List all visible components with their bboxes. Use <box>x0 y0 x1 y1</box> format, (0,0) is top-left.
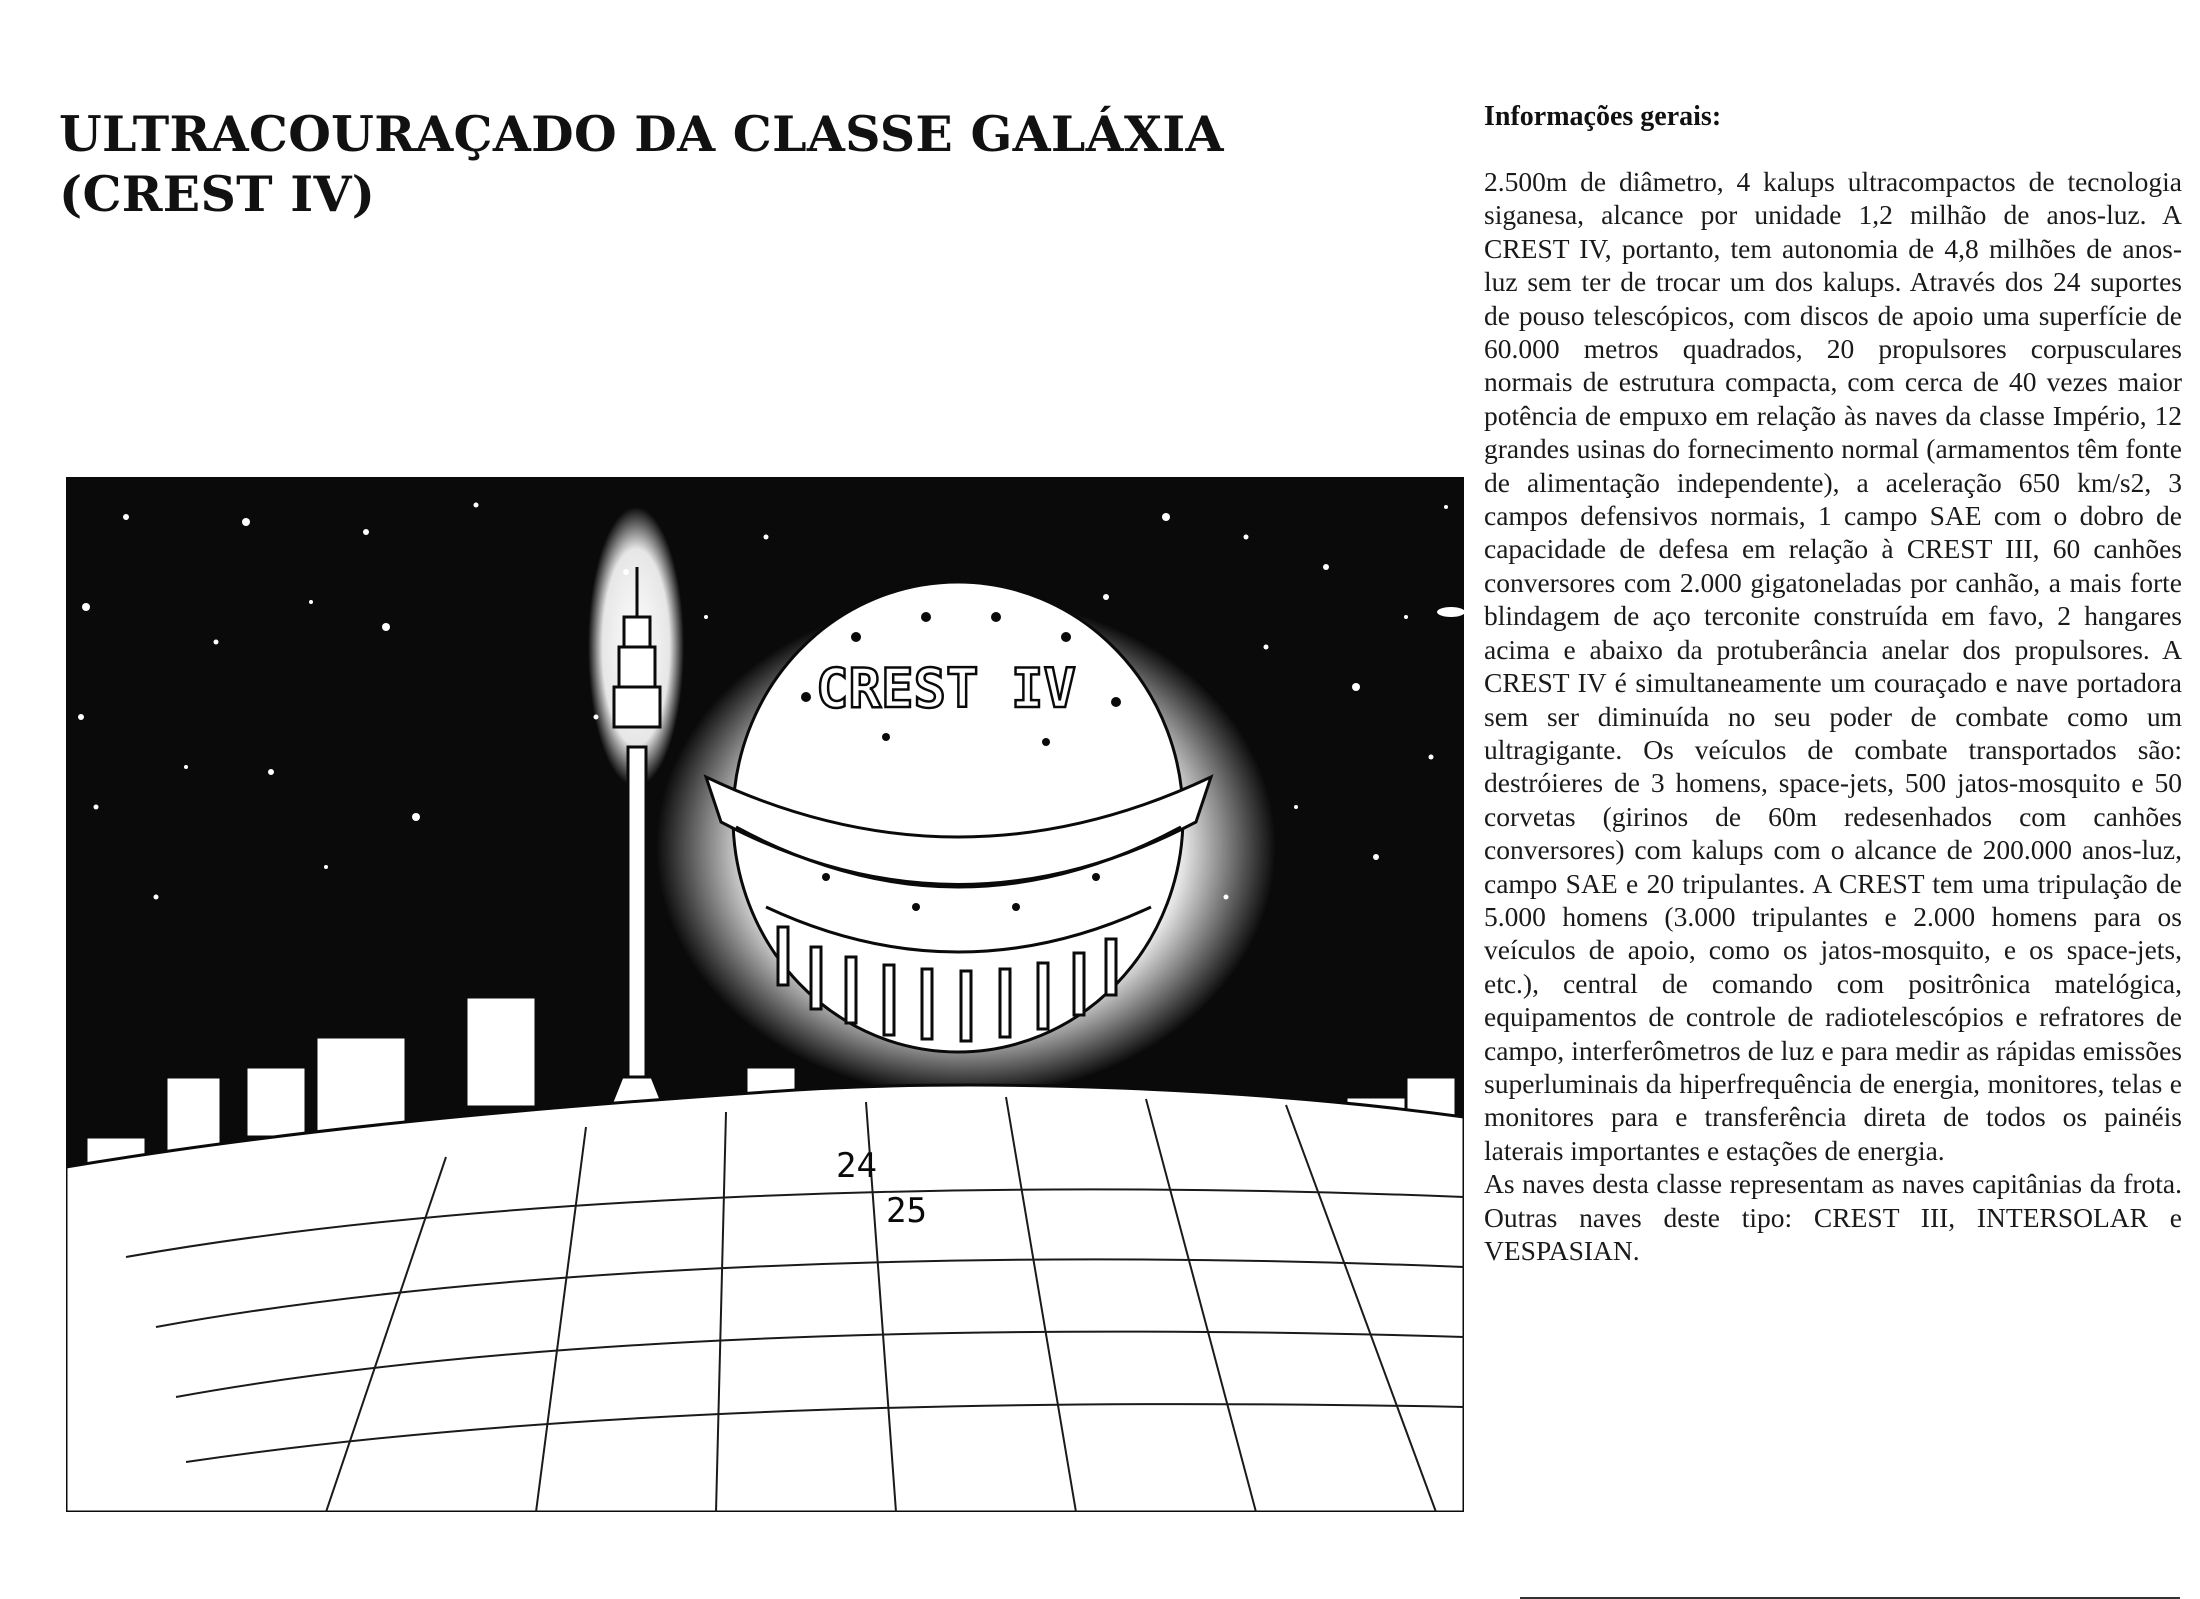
crest-iv-illustration <box>66 477 1464 1512</box>
dock-label-25: 25 <box>886 1191 927 1231</box>
page-title-line-1: ULTRACOURAÇADO DA CLASSE GALÁXIA <box>59 105 1224 163</box>
dock-label-24: 24 <box>836 1146 877 1186</box>
page-title <box>59 104 1359 224</box>
page-title-line-2: (CREST IV) <box>59 165 376 223</box>
small-saucer <box>1437 607 1464 617</box>
info-column <box>1484 100 2182 1266</box>
ship-label: CREST IV <box>815 657 1077 720</box>
info-paragraph: 2.500m de diâmetro, 4 kalups ultracompactos de tecnologia siganesa, alcance por unidade 1,2 milhão de anos-luz. A CREST IV, portanto, tem autonomia de 4,8 milhões de anos-luz sem ter de trocar um dos kalups. Através dos 24 suportes de pouso telescópicos, com discos de apoio uma superfície de 60.000 metros quadrados, 20 propulsores corpusculares normais de estrutura compacta, com cerca de 40 vezes maior potência de empuxo em relação às naves da classe Império, 12 grandes usinas do fornecimento normal (armamentos têm fonte de alimentação independente), a aceleração 650 km/s2, 3 campos defensivos normais, 1 campo SAE com o dobro de capacidade de defesa em relação à CREST III, 60 canhões conversores com 2.000 gigatoneladas por canhão, a mais forte blindagem de aço terconite construída em favo, 2 hangares acima e abaixo da protuberância anelar dos propulsores. A CREST IV é simultaneamente um couraçado e nave portadora sem ser diminuída no seu poder de combate como um ultragigante. Os veículos de combate transportados são: destróieres de 3 homens, space-jets, 500 jatos-mosquito e 50 corvetas (girinos de 60m redesenhados com canhões conversores) com kalups com o alcance de 200.000 anos-luz, campo SAE e 20 tripulantes. A CREST tem uma tripulação de 5.000 homens (3.000 tripulantes e 2.000 homens para os veículos de apoio, como os jatos-mosquito, e os space-jets, etc.), central de comando com positrônica matelógica, equipamentos de controle de radiotelescópios e refratores de campo, interferômetros de luz e para medir as rápidas emissões superluminais da hiperfrequência de energia, monitores, telas e monitores para e transferência direta de todos os painéis laterais importantes e estações de energia. <box>1484 166 2182 1166</box>
info-body <box>1484 165 2182 1267</box>
info-heading: Informações gerais: <box>1484 101 1722 132</box>
dome-deck <box>66 1085 1464 1512</box>
info-paragraph: As naves desta classe representam as naves capitânias da frota. Outras naves deste tipo: CREST III, INTERSOLAR e VESPASIAN. <box>1484 1168 2182 1266</box>
crest-iv-drawing <box>66 477 1464 1512</box>
